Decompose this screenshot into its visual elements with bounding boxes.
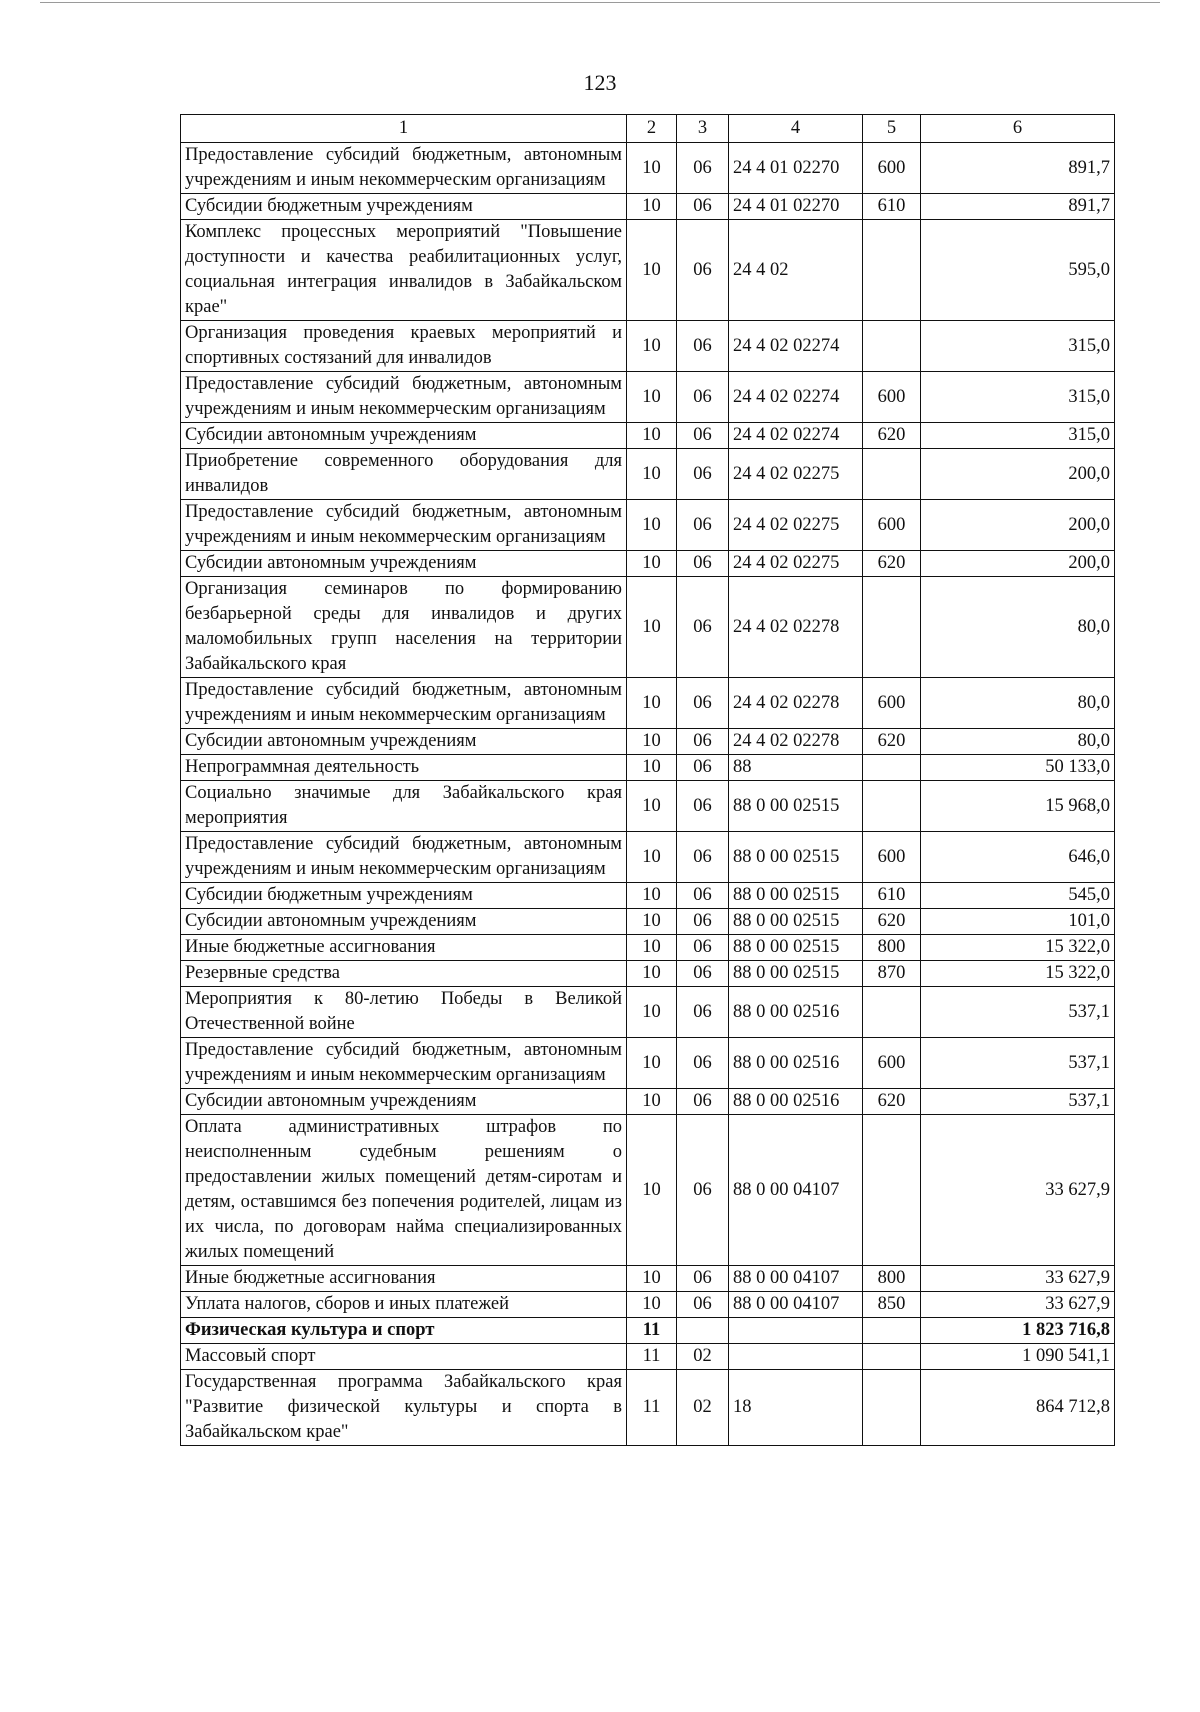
table-row: [181, 1344, 1115, 1370]
row-section-cell: 10: [627, 1115, 677, 1266]
row-section-cell: 10: [627, 194, 677, 220]
row-section-cell: 10: [627, 987, 677, 1038]
table-row: [181, 1370, 1115, 1446]
row-section-cell: 10: [627, 678, 677, 729]
row-amount-cell: 200,0: [921, 551, 1115, 577]
row-expense-type-cell: 850: [863, 1292, 921, 1318]
row-target-article-cell: 24 4 02 02274: [729, 321, 863, 372]
row-amount-cell: 545,0: [921, 883, 1115, 909]
row-target-article-cell: [729, 1318, 863, 1344]
row-amount-cell: 33 627,9: [921, 1115, 1115, 1266]
row-subsection-cell: 06: [677, 1038, 729, 1089]
row-section-cell: 10: [627, 551, 677, 577]
row-target-article-cell: 24 4 01 02270: [729, 143, 863, 194]
row-subsection-cell: 06: [677, 832, 729, 883]
row-name-cell: Резервные средства: [181, 961, 627, 987]
table-row: [181, 143, 1115, 194]
table-row: [181, 1266, 1115, 1292]
row-subsection-cell: 06: [677, 883, 729, 909]
table-body: [181, 143, 1115, 1446]
row-name-cell: Оплата административных штрафов по неисполненным судебным решениям о предоставлении жилых помещений детям-сиротам и детям, оставшимся без попечения родителей, лицам из их числа, по договорам найма специализированных жилых помещений: [181, 1115, 627, 1266]
row-amount-cell: 315,0: [921, 372, 1115, 423]
row-expense-type-cell: [863, 781, 921, 832]
row-amount-cell: 33 627,9: [921, 1292, 1115, 1318]
row-subsection-cell: 06: [677, 500, 729, 551]
row-amount-cell: 315,0: [921, 321, 1115, 372]
row-expense-type-cell: [863, 220, 921, 321]
row-amount-cell: 595,0: [921, 220, 1115, 321]
row-name-cell: Субсидии автономным учреждениям: [181, 909, 627, 935]
row-name-cell: Физическая культура и спорт: [181, 1318, 627, 1344]
row-name-cell: Непрограммная деятельность: [181, 755, 627, 781]
row-target-article-cell: 88 0 00 02515: [729, 935, 863, 961]
table-row: [181, 987, 1115, 1038]
row-target-article-cell: 88: [729, 755, 863, 781]
row-amount-cell: 864 712,8: [921, 1370, 1115, 1446]
row-section-cell: 10: [627, 1266, 677, 1292]
row-target-article-cell: 88 0 00 04107: [729, 1115, 863, 1266]
column-header-6: 6: [921, 115, 1115, 143]
row-section-cell: 10: [627, 220, 677, 321]
row-target-article-cell: 24 4 02 02275: [729, 449, 863, 500]
row-expense-type-cell: 610: [863, 194, 921, 220]
row-subsection-cell: 06: [677, 1115, 729, 1266]
row-section-cell: 10: [627, 883, 677, 909]
row-target-article-cell: 24 4 02 02274: [729, 372, 863, 423]
row-name-cell: Субсидии бюджетным учреждениям: [181, 883, 627, 909]
row-target-article-cell: 88 0 00 02516: [729, 987, 863, 1038]
table-row: [181, 678, 1115, 729]
row-section-cell: 10: [627, 832, 677, 883]
column-header-2: 2: [627, 115, 677, 143]
table-row: [181, 500, 1115, 551]
row-subsection-cell: 06: [677, 321, 729, 372]
header-row: [181, 115, 1115, 143]
row-section-cell: 10: [627, 143, 677, 194]
row-amount-cell: 537,1: [921, 987, 1115, 1038]
row-section-cell: 11: [627, 1318, 677, 1344]
row-amount-cell: 200,0: [921, 500, 1115, 551]
row-subsection-cell: 06: [677, 935, 729, 961]
row-subsection-cell: 06: [677, 449, 729, 500]
scan-edge-line: [40, 2, 1160, 3]
row-name-cell: Массовый спорт: [181, 1344, 627, 1370]
row-target-article-cell: 88 0 00 04107: [729, 1292, 863, 1318]
budget-table: [180, 114, 1115, 1446]
row-target-article-cell: 88 0 00 02515: [729, 961, 863, 987]
row-expense-type-cell: [863, 1344, 921, 1370]
row-name-cell: Предоставление субсидий бюджетным, автономным учреждениям и иным некоммерческим организациям: [181, 143, 627, 194]
row-subsection-cell: 06: [677, 143, 729, 194]
table-row: [181, 220, 1115, 321]
row-section-cell: 10: [627, 729, 677, 755]
row-expense-type-cell: 600: [863, 678, 921, 729]
table-row: [181, 832, 1115, 883]
row-target-article-cell: 88 0 00 04107: [729, 1266, 863, 1292]
row-amount-cell: 80,0: [921, 729, 1115, 755]
row-amount-cell: 15 322,0: [921, 935, 1115, 961]
row-subsection-cell: 06: [677, 220, 729, 321]
row-section-cell: 10: [627, 909, 677, 935]
row-target-article-cell: 88 0 00 02516: [729, 1038, 863, 1089]
table-row: [181, 781, 1115, 832]
table-row: [181, 194, 1115, 220]
row-expense-type-cell: [863, 1370, 921, 1446]
row-expense-type-cell: 600: [863, 143, 921, 194]
row-expense-type-cell: 610: [863, 883, 921, 909]
row-expense-type-cell: 620: [863, 909, 921, 935]
row-subsection-cell: 06: [677, 423, 729, 449]
row-amount-cell: 537,1: [921, 1089, 1115, 1115]
row-subsection-cell: [677, 1318, 729, 1344]
row-name-cell: Субсидии автономным учреждениям: [181, 1089, 627, 1115]
table-row: [181, 1038, 1115, 1089]
row-name-cell: Иные бюджетные ассигнования: [181, 935, 627, 961]
row-name-cell: Субсидии автономным учреждениям: [181, 551, 627, 577]
table-row: [181, 577, 1115, 678]
row-section-cell: 10: [627, 449, 677, 500]
row-expense-type-cell: 600: [863, 372, 921, 423]
row-expense-type-cell: 800: [863, 935, 921, 961]
row-target-article-cell: 24 4 02 02274: [729, 423, 863, 449]
row-section-cell: 10: [627, 781, 677, 832]
table-row: [181, 449, 1115, 500]
table-row: [181, 1089, 1115, 1115]
row-subsection-cell: 02: [677, 1370, 729, 1446]
table-row: [181, 909, 1115, 935]
row-target-article-cell: [729, 1344, 863, 1370]
column-header-5: 5: [863, 115, 921, 143]
page-number: 123: [583, 70, 617, 95]
row-subsection-cell: 06: [677, 577, 729, 678]
row-expense-type-cell: 620: [863, 729, 921, 755]
row-name-cell: Предоставление субсидий бюджетным, автономным учреждениям и иным некоммерческим организациям: [181, 678, 627, 729]
row-section-cell: 10: [627, 423, 677, 449]
table-row: [181, 321, 1115, 372]
row-amount-cell: 33 627,9: [921, 1266, 1115, 1292]
row-target-article-cell: 88 0 00 02515: [729, 909, 863, 935]
row-amount-cell: 537,1: [921, 1038, 1115, 1089]
row-name-cell: Субсидии бюджетным учреждениям: [181, 194, 627, 220]
row-subsection-cell: 06: [677, 755, 729, 781]
row-section-cell: 10: [627, 935, 677, 961]
row-section-cell: 10: [627, 372, 677, 423]
row-amount-cell: 891,7: [921, 143, 1115, 194]
row-expense-type-cell: [863, 577, 921, 678]
row-expense-type-cell: 800: [863, 1266, 921, 1292]
row-subsection-cell: 06: [677, 781, 729, 832]
row-subsection-cell: 06: [677, 729, 729, 755]
row-expense-type-cell: [863, 321, 921, 372]
row-name-cell: Социально значимые для Забайкальского края мероприятия: [181, 781, 627, 832]
row-amount-cell: 15 968,0: [921, 781, 1115, 832]
row-amount-cell: 315,0: [921, 423, 1115, 449]
row-amount-cell: 200,0: [921, 449, 1115, 500]
row-expense-type-cell: [863, 987, 921, 1038]
row-amount-cell: 80,0: [921, 577, 1115, 678]
row-section-cell: 10: [627, 1038, 677, 1089]
row-amount-cell: 891,7: [921, 194, 1115, 220]
row-expense-type-cell: [863, 449, 921, 500]
row-name-cell: Приобретение современного оборудования для инвалидов: [181, 449, 627, 500]
row-name-cell: Мероприятия к 80-летию Победы в Великой Отечественной войне: [181, 987, 627, 1038]
table-row: [181, 1115, 1115, 1266]
row-name-cell: Предоставление субсидий бюджетным, автономным учреждениям и иным некоммерческим организациям: [181, 1038, 627, 1089]
row-section-cell: 10: [627, 1292, 677, 1318]
row-target-article-cell: 24 4 02 02275: [729, 551, 863, 577]
row-subsection-cell: 06: [677, 961, 729, 987]
row-name-cell: Организация семинаров по формированию безбарьерной среды для инвалидов и других маломобильных групп населения на территории Забайкальского края: [181, 577, 627, 678]
row-target-article-cell: 88 0 00 02515: [729, 781, 863, 832]
row-subsection-cell: 02: [677, 1344, 729, 1370]
row-name-cell: Комплекс процессных мероприятий "Повышение доступности и качества реабилитационных услуг, социальная интеграция инвалидов в Забайкальском крае": [181, 220, 627, 321]
row-subsection-cell: 06: [677, 194, 729, 220]
row-subsection-cell: 06: [677, 372, 729, 423]
row-name-cell: Уплата налогов, сборов и иных платежей: [181, 1292, 627, 1318]
row-name-cell: Предоставление субсидий бюджетным, автономным учреждениям и иным некоммерческим организациям: [181, 372, 627, 423]
row-section-cell: 11: [627, 1344, 677, 1370]
row-target-article-cell: 24 4 01 02270: [729, 194, 863, 220]
table-row: [181, 961, 1115, 987]
row-name-cell: Государственная программа Забайкальского края "Развитие физической культуры и спорта в Забайкальском крае": [181, 1370, 627, 1446]
row-name-cell: Предоставление субсидий бюджетным, автономным учреждениям и иным некоммерческим организациям: [181, 500, 627, 551]
table-row: [181, 551, 1115, 577]
row-expense-type-cell: 620: [863, 1089, 921, 1115]
column-header-3: 3: [677, 115, 729, 143]
row-target-article-cell: 18: [729, 1370, 863, 1446]
table-row: [181, 423, 1115, 449]
row-target-article-cell: 88 0 00 02515: [729, 832, 863, 883]
row-expense-type-cell: [863, 755, 921, 781]
row-section-cell: 10: [627, 961, 677, 987]
row-expense-type-cell: 620: [863, 423, 921, 449]
table-row: [181, 883, 1115, 909]
row-target-article-cell: 24 4 02 02278: [729, 678, 863, 729]
row-name-cell: Предоставление субсидий бюджетным, автономным учреждениям и иным некоммерческим организациям: [181, 832, 627, 883]
row-target-article-cell: 24 4 02: [729, 220, 863, 321]
row-name-cell: Организация проведения краевых мероприятий и спортивных состязаний для инвалидов: [181, 321, 627, 372]
table-row: [181, 755, 1115, 781]
row-expense-type-cell: 600: [863, 500, 921, 551]
row-section-cell: 11: [627, 1370, 677, 1446]
row-amount-cell: 1 823 716,8: [921, 1318, 1115, 1344]
row-amount-cell: 80,0: [921, 678, 1115, 729]
row-subsection-cell: 06: [677, 1266, 729, 1292]
row-subsection-cell: 06: [677, 678, 729, 729]
table-row: [181, 372, 1115, 423]
column-header-1: 1: [181, 115, 627, 143]
table-row: [181, 1292, 1115, 1318]
row-subsection-cell: 06: [677, 551, 729, 577]
row-name-cell: Субсидии автономным учреждениям: [181, 729, 627, 755]
column-header-4: 4: [729, 115, 863, 143]
row-section-cell: 10: [627, 500, 677, 551]
table-row: [181, 935, 1115, 961]
row-name-cell: Иные бюджетные ассигнования: [181, 1266, 627, 1292]
row-amount-cell: 1 090 541,1: [921, 1344, 1115, 1370]
row-subsection-cell: 06: [677, 987, 729, 1038]
row-expense-type-cell: [863, 1318, 921, 1344]
row-subsection-cell: 06: [677, 909, 729, 935]
row-target-article-cell: 88 0 00 02515: [729, 883, 863, 909]
row-name-cell: Субсидии автономным учреждениям: [181, 423, 627, 449]
row-amount-cell: 15 322,0: [921, 961, 1115, 987]
table-row: [181, 729, 1115, 755]
row-expense-type-cell: 870: [863, 961, 921, 987]
row-section-cell: 10: [627, 1089, 677, 1115]
row-amount-cell: 50 133,0: [921, 755, 1115, 781]
row-section-cell: 10: [627, 321, 677, 372]
row-amount-cell: 101,0: [921, 909, 1115, 935]
row-section-cell: 10: [627, 755, 677, 781]
row-target-article-cell: 88 0 00 02516: [729, 1089, 863, 1115]
row-expense-type-cell: 600: [863, 1038, 921, 1089]
row-target-article-cell: 24 4 02 02278: [729, 729, 863, 755]
row-amount-cell: 646,0: [921, 832, 1115, 883]
row-expense-type-cell: 600: [863, 832, 921, 883]
row-target-article-cell: 24 4 02 02275: [729, 500, 863, 551]
row-subsection-cell: 06: [677, 1292, 729, 1318]
row-section-cell: 10: [627, 577, 677, 678]
row-expense-type-cell: [863, 1115, 921, 1266]
row-target-article-cell: 24 4 02 02278: [729, 577, 863, 678]
table-row: [181, 1318, 1115, 1344]
row-subsection-cell: 06: [677, 1089, 729, 1115]
row-expense-type-cell: 620: [863, 551, 921, 577]
